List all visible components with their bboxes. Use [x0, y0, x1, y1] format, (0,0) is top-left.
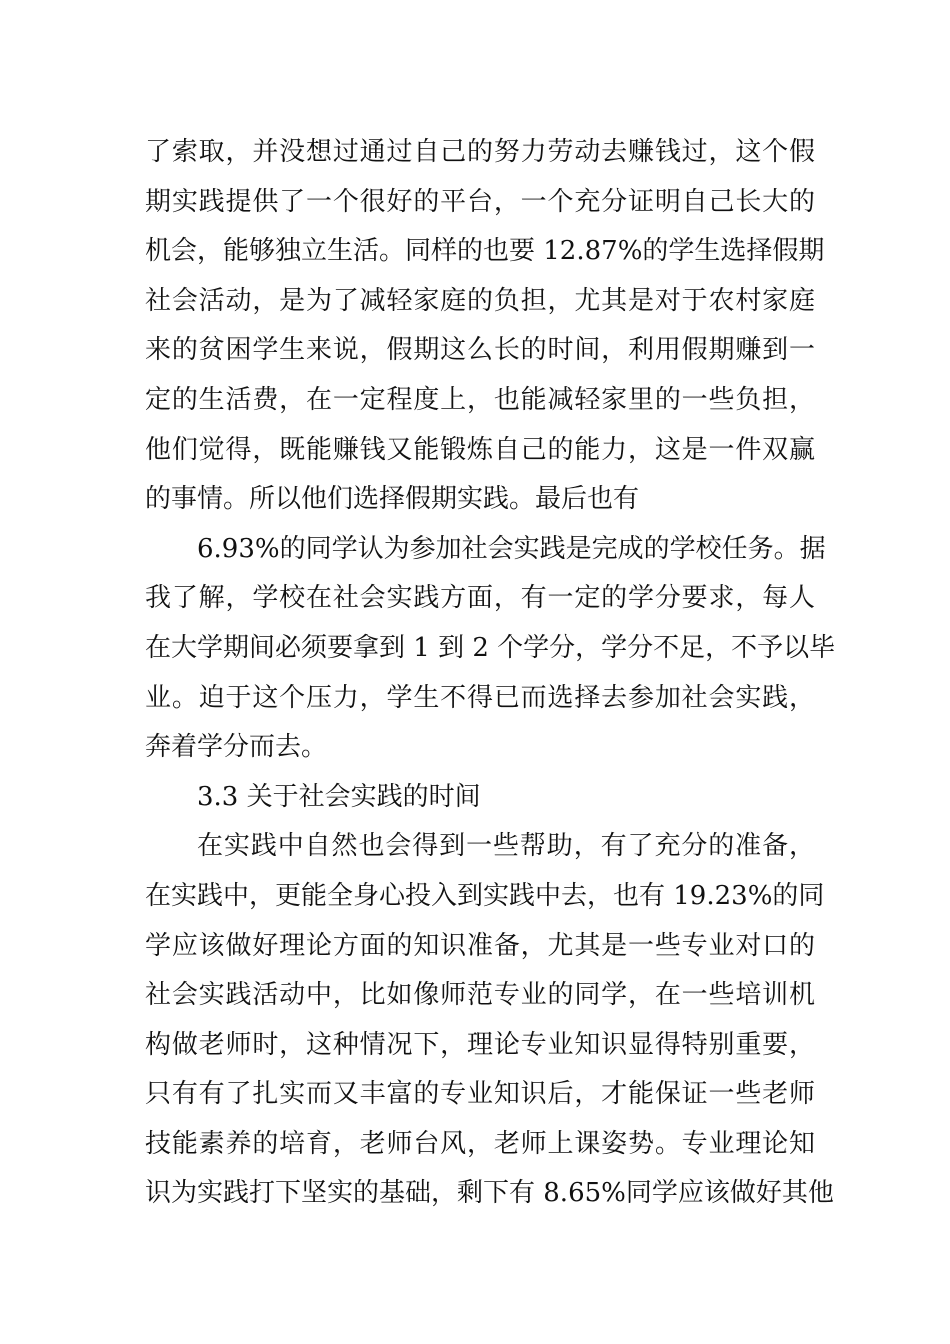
paragraph-first-line: 6.93%的同学认为参加社会实践是完成的学校任务。据	[197, 533, 826, 564]
text-line: 社会活动，是为了减轻家庭的负担，尤其是对于农村家庭	[145, 285, 815, 316]
text-line: 期实践提供了一个很好的平台，一个充分证明自己长大的	[145, 186, 815, 217]
text-line: 构做老师时，这种情况下，理论专业知识显得特别重要，	[145, 1029, 815, 1060]
text-line: 学应该做好理论方面的知识准备，尤其是一些专业对口的	[145, 930, 815, 961]
text-line: 在大学期间必须要拿到 1 到 2 个学分，学分不足，不予以毕	[145, 632, 836, 663]
text-line: 的事情。所以他们选择假期实践。最后也有	[145, 484, 640, 515]
text-line: 他们觉得，既能赚钱又能锻炼自己的能力，这是一件双赢	[145, 434, 815, 465]
text-line: 奔着学分而去。	[145, 732, 328, 763]
text-line: 在实践中，更能全身心投入到实践中去，也有 19.23%的同	[145, 880, 825, 911]
text-line: 社会实践活动中，比如像师范专业的同学，在一些培训机	[145, 980, 815, 1011]
text-line: 定的生活费，在一定程度上，也能减轻家里的一些负担，	[145, 384, 815, 415]
paragraph-first-line: 在实践中自然也会得到一些帮助，有了充分的准备，	[197, 831, 815, 862]
text-line: 业。迫于这个压力，学生不得已而选择去参加社会实践，	[145, 682, 815, 713]
document-body	[145, 128, 836, 1219]
text-line: 技能素养的培育，老师台风，老师上课姿势。专业理论知	[145, 1128, 815, 1159]
text-line: 只有有了扎实而又丰富的专业知识后，才能保证一些老师	[145, 1079, 815, 1110]
text-line: 来的贫困学生来说，假期这么长的时间，利用假期赚到一	[145, 335, 815, 366]
text-line: 机会，能够独立生活。同样的也要 12.87%的学生选择假期	[145, 236, 825, 267]
text-line: 识为实践打下坚实的基础，剩下有 8.65%同学应该做好其他	[145, 1178, 834, 1209]
text-line: 我了解，学校在社会实践方面，有一定的学分要求，每人	[145, 583, 815, 614]
section-heading: 3.3 关于社会实践的时间	[197, 781, 481, 812]
text-line: 了索取，并没想过通过自己的努力劳动去赚钱过，这个假	[145, 137, 815, 167]
